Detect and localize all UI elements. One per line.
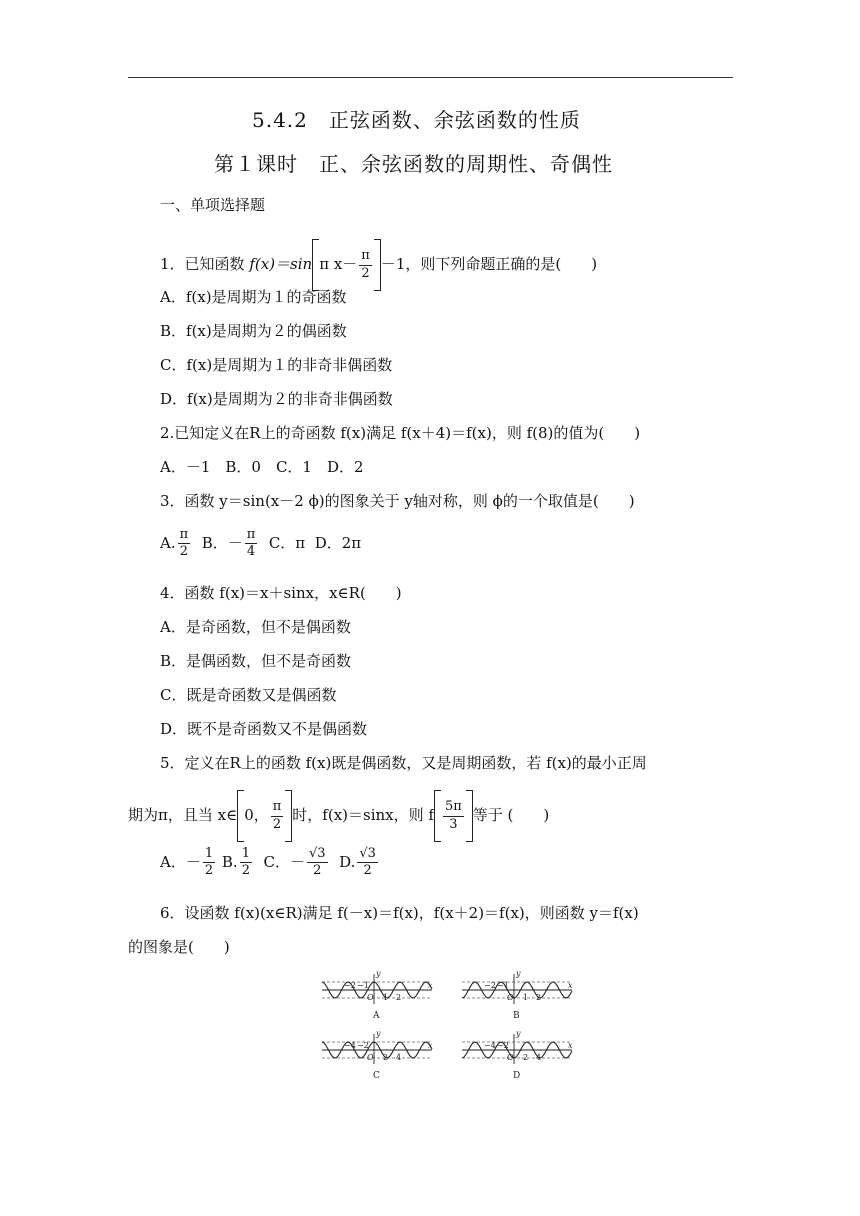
q1-option-b[interactable]: B．f(x)是周期为２的偶函数: [160, 322, 347, 340]
tick-label: 2: [383, 1053, 389, 1062]
q4-option-d[interactable]: D．既不是奇函数又不是偶函数: [160, 720, 368, 738]
question-2-stem: 2.已知定义在R上的奇函数 f(x)满足 f(x＋4)＝f(x)，则 f(8)的值为( ): [160, 424, 641, 442]
section-heading: 一、单项选择题: [160, 196, 266, 214]
origin-label: O: [367, 1053, 374, 1062]
q1-option-a[interactable]: A．f(x)是周期为１的奇函数: [160, 288, 347, 306]
section-title: 5.4.2 正弦函数、余弦函数的性质: [252, 108, 581, 132]
tick-label: −2: [484, 981, 496, 990]
question-1-stem: 1．已知函数 f(x)＝sin π x－ $\frac{\pi}{2}$ －1，则下列命题正确的是( ): [160, 239, 597, 291]
tick-label: −4: [484, 1041, 496, 1050]
q4-option-c[interactable]: C．既是奇函数又是偶函数: [160, 686, 337, 704]
y-axis-label: y: [516, 1029, 521, 1038]
origin-label: O: [507, 1053, 514, 1062]
q1-option-d[interactable]: D．f(x)是周期为２的非奇非偶函数: [160, 390, 393, 408]
question-5-line2: 期为π，且当 x∈ 0， $\frac{\pi}{2}$ 时，f(x)＝sinx，则 f $\frac{5\pi}{3}$ 等于 ( ): [128, 790, 549, 842]
answer-graphs: [0, 966, 860, 1096]
tick-label: 4: [396, 1053, 402, 1062]
x-axis-label: x: [428, 1041, 433, 1050]
q1-option-c[interactable]: C．f(x)是周期为１的非奇非偶函数: [160, 356, 393, 374]
tick-label: 1: [383, 993, 389, 1002]
question-4-stem: 4．函数 f(x)＝x＋sinx，x∈R( ): [160, 584, 402, 602]
x-axis-label: x: [568, 981, 573, 990]
q4-option-b[interactable]: B．是偶函数，但不是奇函数: [160, 652, 352, 670]
tick-label: −2: [344, 981, 356, 990]
graph-label: A: [373, 1011, 380, 1021]
y-axis-label: y: [376, 1029, 381, 1038]
y-axis-label: y: [516, 969, 521, 978]
q3-options[interactable]: A. $\frac{\pi}{2}$ B．－ $\frac{\pi}{4}$ C．π D．2π: [160, 527, 362, 560]
tick-label: −2: [497, 1041, 509, 1050]
tick-label: 4: [536, 1053, 542, 1062]
x-axis-label: x: [568, 1041, 573, 1050]
graph-label: D: [513, 1071, 521, 1081]
graph-label: C: [373, 1071, 380, 1081]
top-rule: [128, 77, 733, 78]
q5-options[interactable]: A．－ $\frac{1}{2}$ B. $\frac{1}{2}$ C．－ $\frac{√3}{2}$ D. $\frac{√3}{2}$: [160, 846, 376, 879]
lesson-title: 第１课时 正、余弦函数的周期性、奇偶性: [214, 152, 613, 176]
x-axis-label: x: [428, 981, 433, 990]
tick-label: 1: [523, 993, 529, 1002]
question-6-line1: 6．设函数 f(x)(x∈R)满足 f(－x)＝f(x)，f(x＋2)＝f(x)，则函数 y＝f(x): [160, 904, 639, 922]
question-5-line1: 5．定义在R上的函数 f(x)既是偶函数，又是周期函数，若 f(x)的最小正周: [160, 754, 647, 772]
fraction: $\frac{\pi}{2}$: [361, 248, 370, 281]
tick-label: −2: [357, 1041, 369, 1050]
tick-label: −1: [357, 981, 369, 990]
tick-label: 2: [523, 1053, 529, 1062]
origin-label: O: [367, 993, 374, 1002]
graph-label: B: [513, 1011, 520, 1021]
question-3-stem: 3．函数 y＝sin(x－2 ϕ)的图象关于 y轴对称，则 ϕ的一个取值是( ): [160, 492, 635, 510]
q2-options[interactable]: A．－1 B．0 C．1 D．2: [160, 458, 364, 476]
tick-label: 2: [396, 993, 402, 1002]
origin-label: O: [507, 993, 514, 1002]
y-axis-label: y: [376, 969, 381, 978]
tick-label: −4: [344, 1041, 356, 1050]
question-6-line2: 的图象是( ): [128, 938, 230, 956]
tick-label: −1: [497, 981, 509, 990]
tick-label: 2: [536, 993, 542, 1002]
q4-option-a[interactable]: A．是奇函数，但不是偶函数: [160, 618, 351, 636]
